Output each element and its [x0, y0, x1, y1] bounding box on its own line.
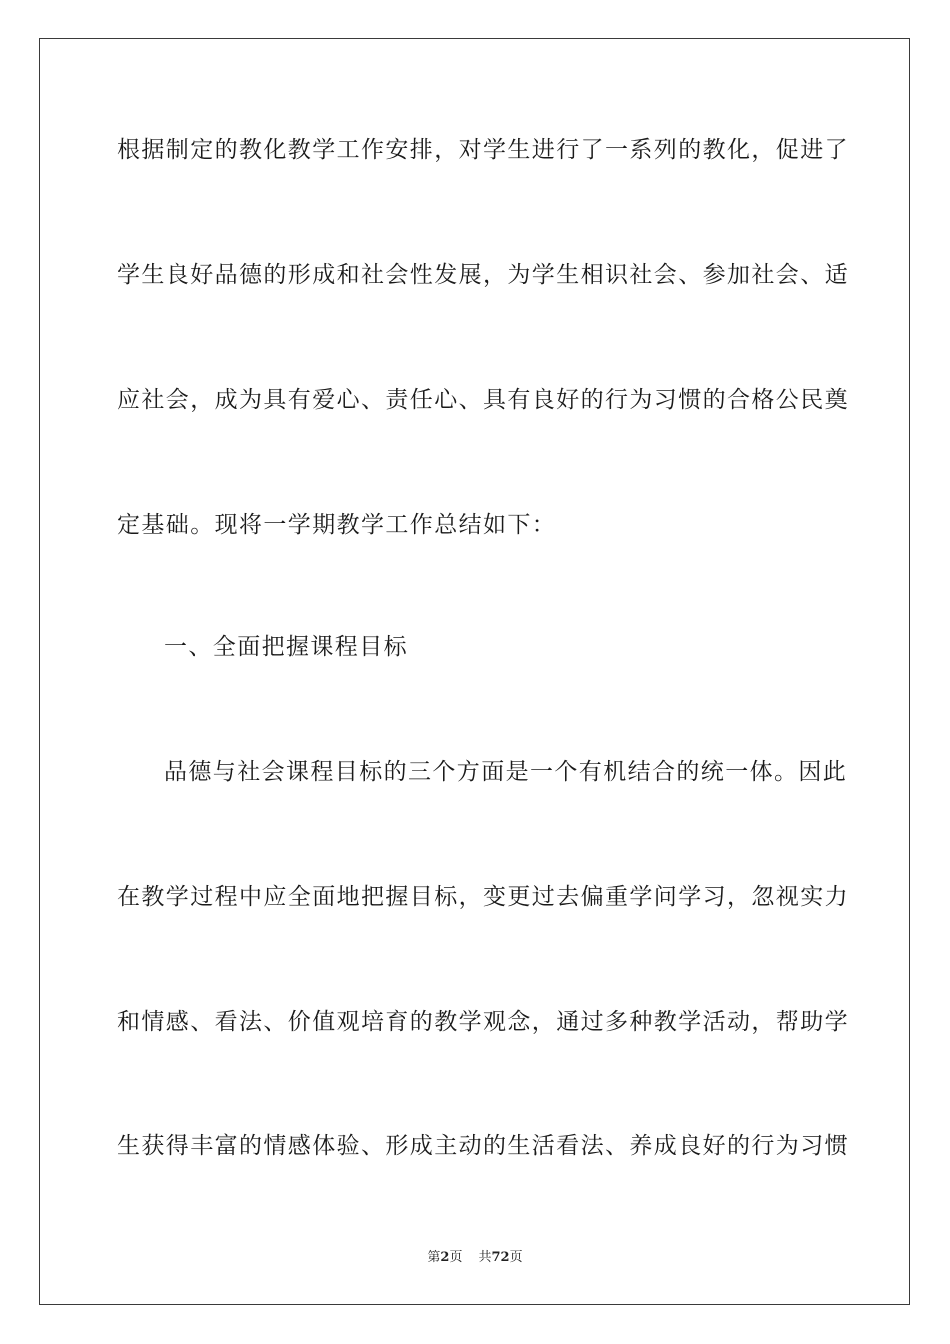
current-page-number: 2: [440, 1250, 450, 1265]
section-heading: 一、全面把握课程目标: [164, 634, 408, 660]
body-text-line: 应社会，成为具有爱心、责任心、具有良好的行为习惯的合格公民奠: [117, 387, 849, 413]
body-text-line: 定基础。现将一学期教学工作总结如下：: [117, 512, 557, 538]
body-text-line: 品德与社会课程目标的三个方面是一个有机结合的统一体。因此: [164, 759, 848, 785]
body-text-line: 和情感、看法、价值观培育的教学观念，通过多种教学活动，帮助学: [117, 1009, 849, 1035]
body-text-line: 生获得丰富的情感体验、形成主动的生活看法、养成良好的行为习惯: [117, 1133, 849, 1159]
total-page-count: 72: [491, 1250, 510, 1265]
body-text-line: 学生良好品德的形成和社会性发展，为学生相识社会、参加社会、适: [117, 262, 849, 288]
page-footer: [0, 1249, 950, 1267]
page-border: [39, 38, 910, 1305]
body-text-line: 在教学过程中应全面地把握目标，变更过去偏重学问学习，忽视实力: [117, 884, 849, 910]
page-suffix: 页: [449, 1250, 463, 1265]
page-prefix: 第: [427, 1250, 441, 1265]
body-text-line: 根据制定的教化教学工作安排，对学生进行了一系列的教化，促进了: [117, 137, 849, 163]
total-suffix: 页: [509, 1250, 523, 1265]
total-prefix: 共: [478, 1250, 492, 1265]
